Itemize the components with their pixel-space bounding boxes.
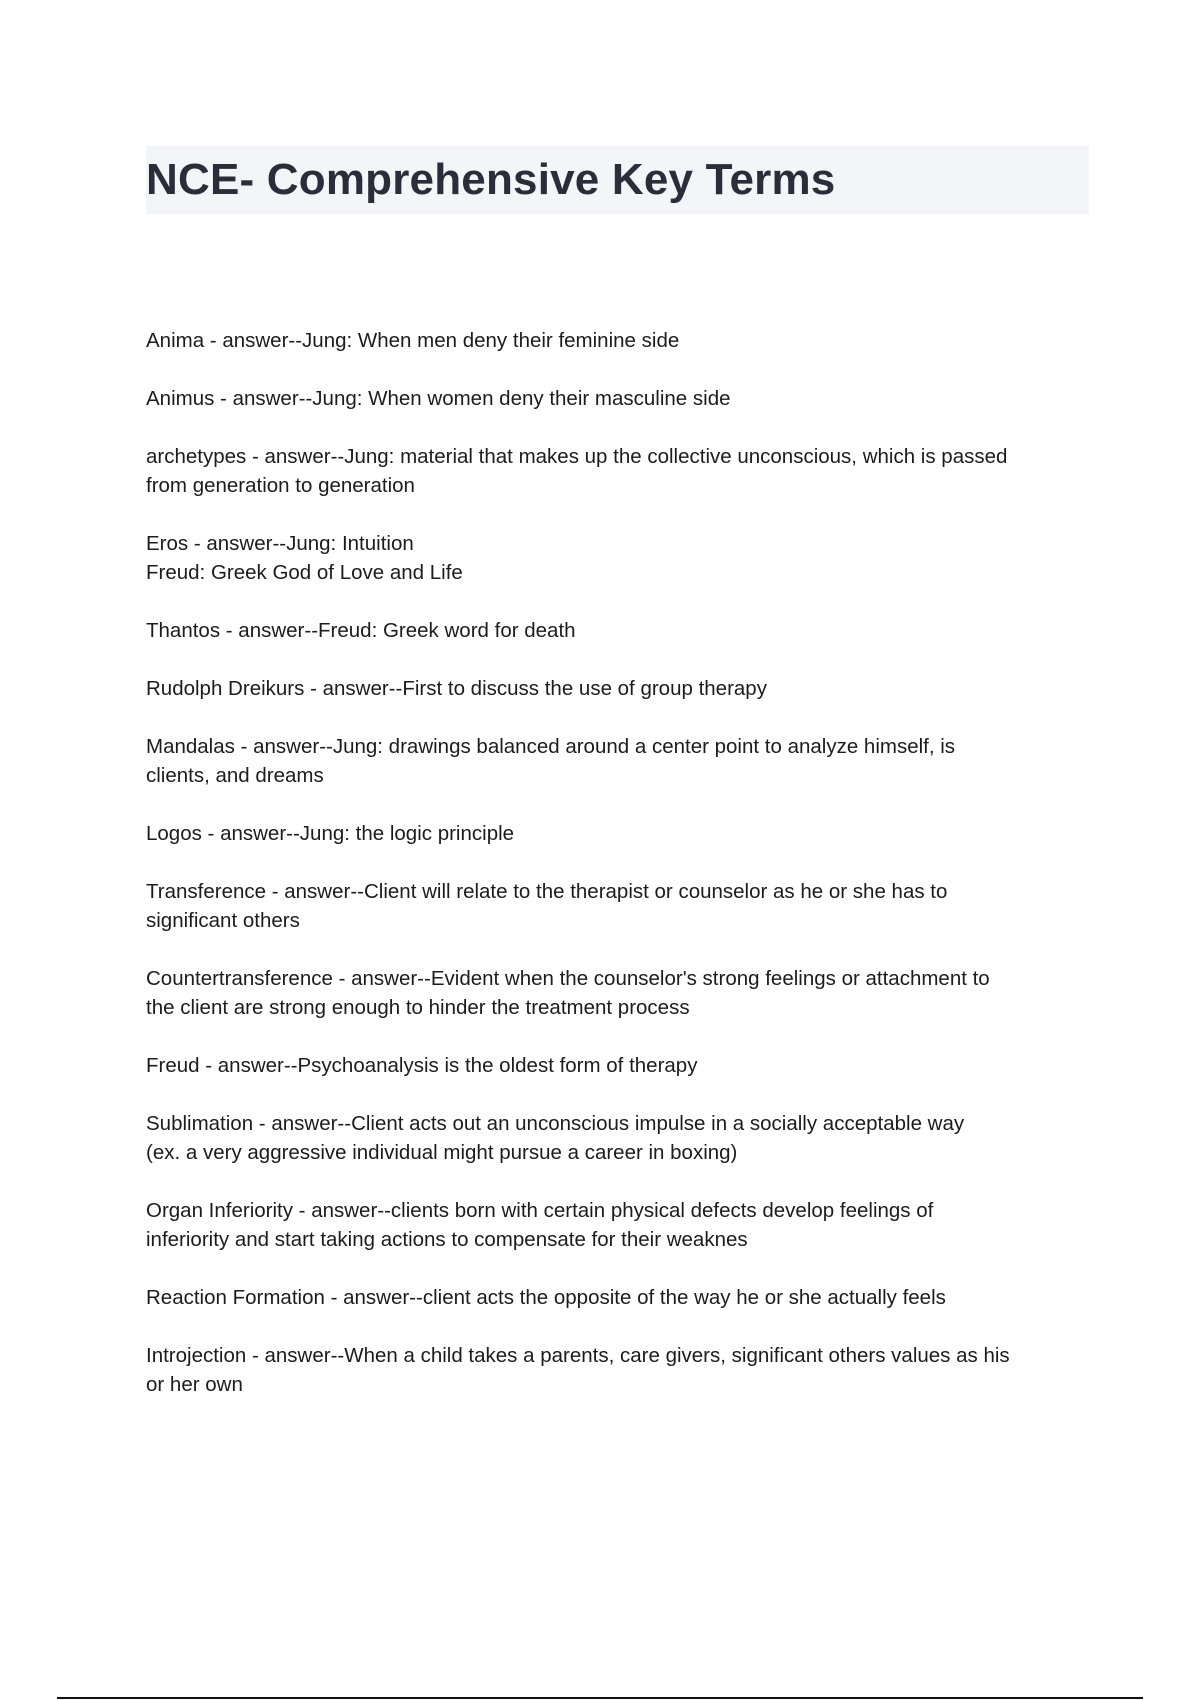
term-text-line: Reaction Formation - answer--client acts the opposite of the way he or she actually feels bbox=[146, 1286, 946, 1309]
term-text-line: Sublimation - answer--Client acts out an unconscious impulse in a socially acceptable way bbox=[146, 1112, 965, 1135]
term-entry bbox=[146, 442, 1086, 500]
term-text-line: Anima - answer--Jung: When men deny their feminine side bbox=[146, 329, 680, 352]
term-text-line: Organ Inferiority - answer--clients born with certain physical defects develop feelings of bbox=[146, 1199, 934, 1222]
term-entry bbox=[146, 1051, 1086, 1080]
term-text-line: Logos - answer--Jung: the logic principle bbox=[146, 822, 515, 845]
term-text-line: or her own bbox=[146, 1373, 243, 1396]
term-text-line: Animus - answer--Jung: When women deny their masculine side bbox=[146, 387, 731, 410]
term-entry bbox=[146, 732, 1086, 790]
title-band bbox=[146, 146, 1089, 214]
term-text-line: from generation to generation bbox=[146, 474, 415, 497]
term-entry bbox=[146, 326, 1086, 355]
term-text-line: Countertransference - answer--Evident when the counselor's strong feelings or attachment to bbox=[146, 967, 990, 990]
term-text-line: Mandalas - answer--Jung: drawings balanced around a center point to analyze himself, is bbox=[146, 735, 956, 758]
term-entry bbox=[146, 529, 1086, 587]
key-terms-list bbox=[146, 326, 1086, 1428]
term-text-line: Eros - answer--Jung: Intuition bbox=[146, 532, 414, 555]
term-text-line: archetypes - answer--Jung: material that makes up the collective unconscious, which is passed bbox=[146, 445, 1008, 468]
term-entry bbox=[146, 819, 1086, 848]
term-text-line: Freud - answer--Psychoanalysis is the oldest form of therapy bbox=[146, 1054, 698, 1077]
term-entry bbox=[146, 877, 1086, 935]
term-entry bbox=[146, 1109, 1086, 1167]
term-text-line: the client are strong enough to hinder the treatment process bbox=[146, 996, 690, 1019]
term-entry bbox=[146, 674, 1086, 703]
term-entry bbox=[146, 616, 1086, 645]
term-text-line: significant others bbox=[146, 909, 300, 932]
term-text-line: (ex. a very aggressive individual might pursue a career in boxing) bbox=[146, 1141, 738, 1164]
term-text-line: Freud: Greek God of Love and Life bbox=[146, 561, 463, 584]
term-text-line: Introjection - answer--When a child takes a parents, care givers, significant others values as his bbox=[146, 1344, 1010, 1367]
footer-divider bbox=[57, 1697, 1143, 1699]
term-entry bbox=[146, 1283, 1086, 1312]
term-text-line: Rudolph Dreikurs - answer--First to discuss the use of group therapy bbox=[146, 677, 767, 700]
term-entry bbox=[146, 964, 1086, 1022]
term-text-line: inferiority and start taking actions to compensate for their weaknes bbox=[146, 1228, 748, 1251]
term-text-line: Transference - answer--Client will relate to the therapist or counselor as he or she has to bbox=[146, 880, 948, 903]
term-entry bbox=[146, 1341, 1086, 1399]
page-title: NCE- Comprehensive Key Terms bbox=[146, 155, 836, 204]
term-entry bbox=[146, 1196, 1086, 1254]
term-text-line: Thantos - answer--Freud: Greek word for death bbox=[146, 619, 576, 642]
term-entry bbox=[146, 384, 1086, 413]
term-text-line: clients, and dreams bbox=[146, 764, 324, 787]
